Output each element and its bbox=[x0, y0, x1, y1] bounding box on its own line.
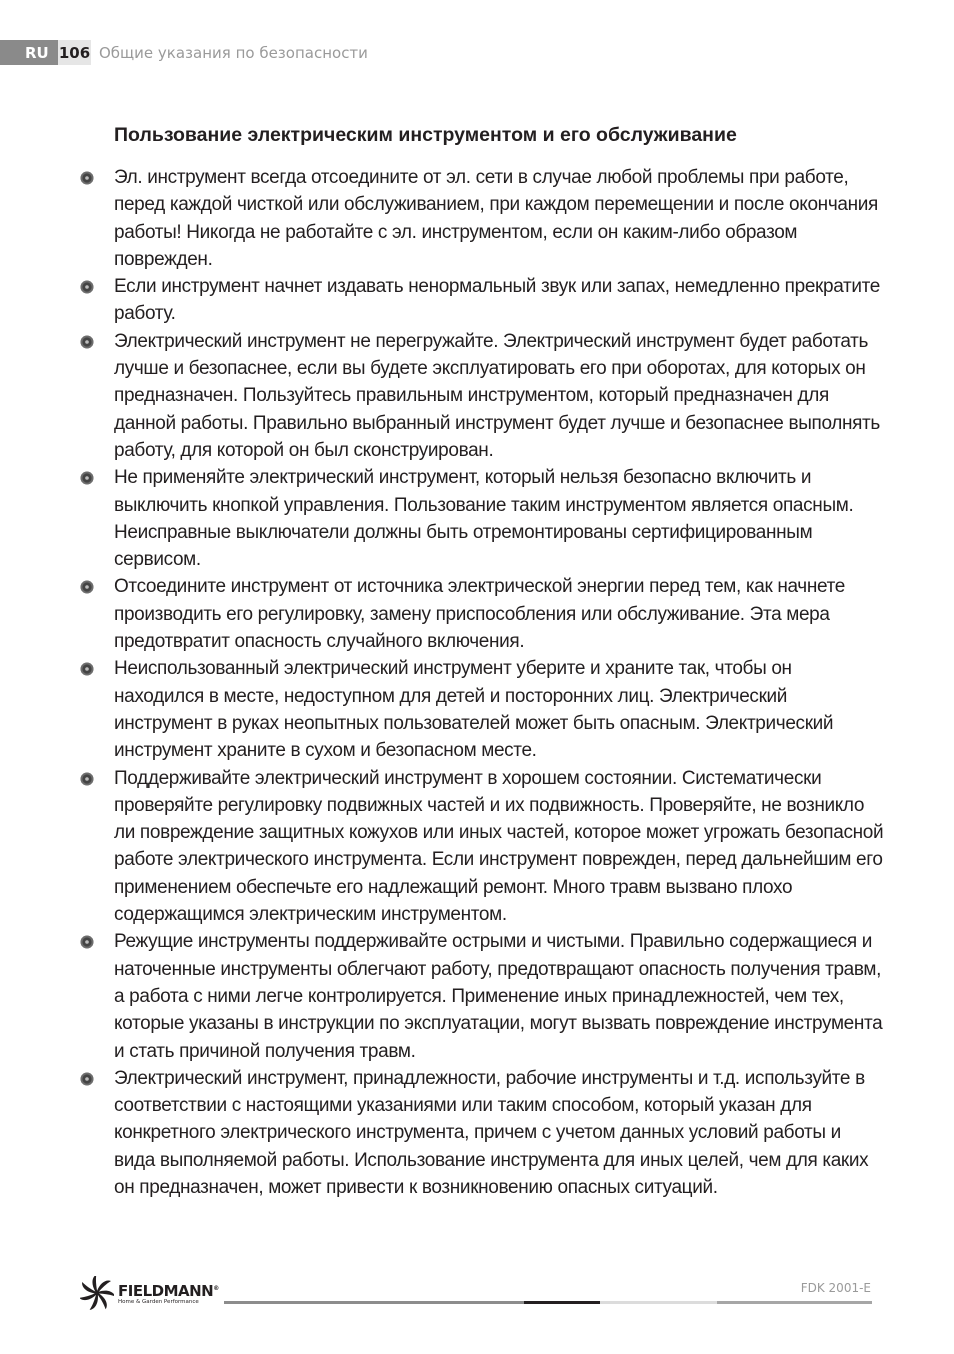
brand-tagline: Home & Garden Performance bbox=[118, 1298, 199, 1305]
list-item-text: Эл. инструмент всегда отсоедините от эл. сети в случае любой проблемы при работе, перед каждой чисткой или обслуживанием, при каждом перемещении и после окончания работы! Никогда не работайте с эл. инструментом, если он каким-либо образом поврежден. bbox=[114, 167, 878, 270]
gear-bullet-icon bbox=[80, 662, 94, 676]
footer-rule-light bbox=[600, 1301, 717, 1304]
footer-logo bbox=[80, 1276, 219, 1310]
gear-bullet-icon bbox=[80, 471, 94, 485]
list-item-text: Поддерживайте электрический инструмент в хорошем состоянии. Систематически проверяйте регулировку подвижных частей и их подвижность. Проверяйте, не возникло ли повреждение защитных кожухов или иных частей, которое может угрожать безопасной работе электрического инструмента. Если инструмент поврежден, перед дальнейшим его применением обеспечьте его надлежащий ремонт. Много травм вызвано плохо содержащимся электрическим инструментом. bbox=[114, 767, 884, 926]
gear-bullet-icon bbox=[80, 335, 94, 349]
gear-bullet-icon bbox=[80, 1072, 94, 1086]
page-header bbox=[0, 40, 368, 65]
footer-rule-dark bbox=[224, 1301, 524, 1304]
list-item bbox=[114, 164, 884, 273]
list-item bbox=[114, 928, 884, 1064]
list-item-text: Неиспользованный электрический инструмент уберите и храните так, чтобы он находился в месте, недоступном для детей и посторонних лиц. Электрический инструмент в руках неопытных пользователей может быть опасным. Электрический инструмент храните в сухом и безопасном месте. bbox=[114, 658, 834, 762]
section-title: Пользование электрическим инструментом и его обслуживание bbox=[114, 124, 737, 146]
gear-bullet-icon bbox=[80, 580, 94, 594]
brand-text: FIELDMANN bbox=[118, 1281, 214, 1300]
list-item bbox=[114, 464, 884, 573]
model-number: FDK 2001-E bbox=[800, 1281, 871, 1295]
list-item bbox=[114, 655, 884, 764]
bullet-list bbox=[0, 164, 954, 1201]
list-item-text: Электрический инструмент не перегружайте. Электрический инструмент будет работать лучше и безопаснее, если вы будете эксплуатировать его при оборотах, для которых он предназначен. Пользуйтесь правильным инструментом, который предназначен для данной работы. Правильно выбранный инструмент будет лучше и безопаснее выполнять работу, для которой он был сконструирован. bbox=[114, 330, 880, 461]
brand-name bbox=[118, 1281, 219, 1299]
language-tab: RU bbox=[0, 40, 58, 65]
section-name: Общие указания по безопасности bbox=[99, 43, 368, 62]
list-item bbox=[114, 1065, 884, 1201]
list-item bbox=[114, 273, 884, 328]
list-item-text: Если инструмент начнет издавать ненормальный звук или запах, немедленно прекратите работу. bbox=[114, 276, 880, 325]
gear-bullet-icon bbox=[80, 935, 94, 949]
gear-bullet-icon bbox=[80, 171, 94, 185]
list-item-text: Отсоедините инструмент от источника электрической энергии перед тем, как начнете производить его регулировку, замену приспособления или обслуживание. Эта мера предотвратит опасность случайного включения. bbox=[114, 576, 845, 653]
gear-bullet-icon bbox=[80, 280, 94, 294]
list-item bbox=[114, 765, 884, 929]
gear-bullet-icon bbox=[80, 772, 94, 786]
list-item-text: Не применяйте электрический инструмент, который нельзя безопасно включить и выключить кнопкой управления. Пользование таким инструментом является опасным. Неисправные выключатели должны быть отремонтированы сертифицированным сервисом. bbox=[114, 467, 854, 571]
page-number: 106 bbox=[58, 40, 91, 65]
footer-rule-black bbox=[524, 1301, 600, 1304]
fieldmann-fan-logo-icon bbox=[80, 1276, 114, 1310]
trademark-mark: ® bbox=[213, 1284, 219, 1292]
footer-rule-mid bbox=[717, 1301, 872, 1304]
list-item bbox=[114, 573, 884, 655]
logo-text bbox=[118, 1281, 219, 1306]
list-item bbox=[114, 328, 884, 464]
list-item-text: Режущие инструменты поддерживайте острыми и чистыми. Правильно содержащиеся и наточенные инструменты облегчают работу, предотвращают опасность получения травм, а работа с ними легче контролируется. Применение иных принадлежностей, чем тех, которые указаны в инструкции по эксплуатации, могут вызвать повреждение инструмента и стать причиной получения травм. bbox=[114, 931, 883, 1062]
list-item-text: Электрический инструмент, принадлежности, рабочие инструменты и т.д. используйте в соответствии с настоящими указаниями или таким способом, который указан для конкретного электрического инструмента, причем с учетом данных условий работы и вида выполняемой работы. Использование инструмента для иных целей, чем для каких он предназначен, может привести к возникновению опасных ситуаций. bbox=[114, 1067, 869, 1198]
